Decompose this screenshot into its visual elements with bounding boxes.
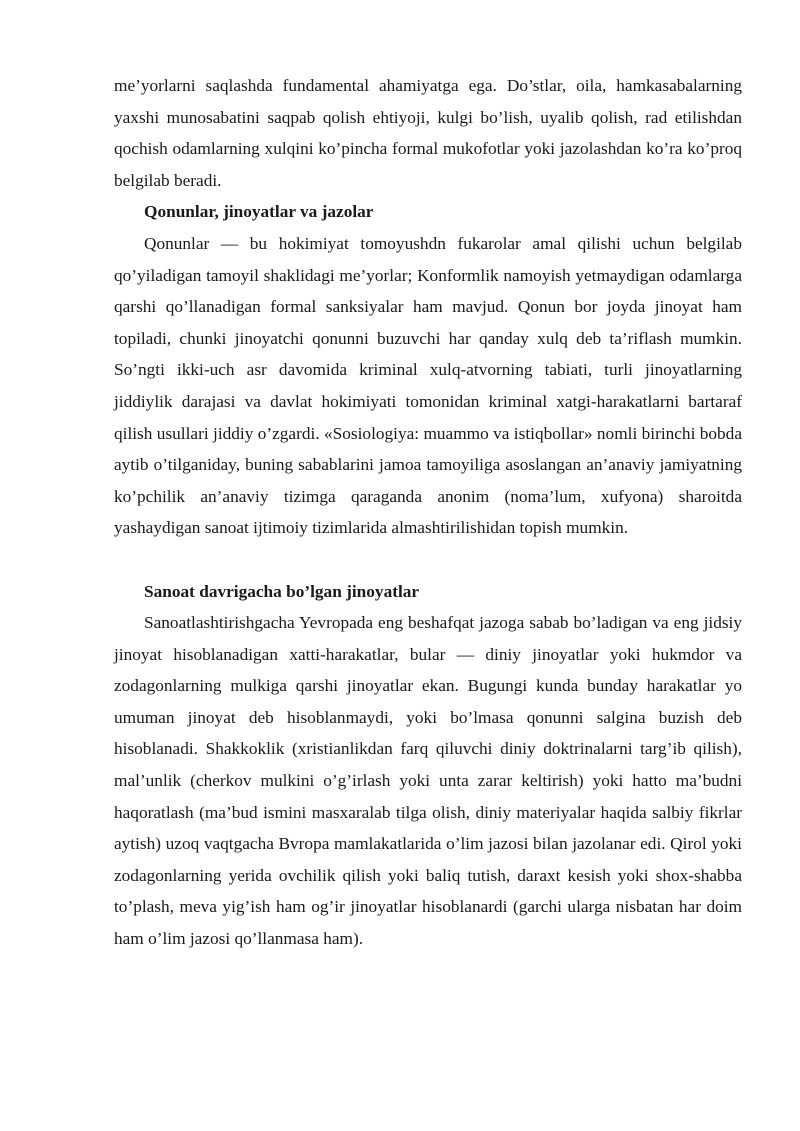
blank-line bbox=[114, 544, 742, 576]
section-heading-laws: Qonunlar, jinoyatlar va jazolar bbox=[144, 202, 374, 222]
document-page bbox=[114, 70, 742, 955]
paragraph-laws: Qonunlar — bu hokimiyat tomoyushdn fukarolar amal qilishi uchun belgilab qo’yiladigan tamoyil shaklidagi me’yorlar; Konformlik namoyish yetmaydigan odamlarga qarshi qo’llanadigan formal sanksiyalar ham mavjud. Qonun bor joyda jinoyat ham topiladi, chunki jinoyatchi qonunni buzuvchi har qanday xulq deb ta’riflash mumkin. So’ngti ikki-uch asr davomida kriminal xulq-atvorning tabiati, turli jinoyatlarning jiddiylik darajasi va davlat hokimiyati tomonidan kriminal xatgi-harakatlarni bartaraf qilish usullari jiddiy o’zgardi. «Sosiologiya: muammo va istiqbollar» nomli birinchi bobda aytib o’tilganiday, buning sabablarini jamoa tamoyiliga asoslangan an’anaviy jamiyatning ko’pchilik an’anaviy tizimga qaraganda anonim (noma’lum, xufyona) sharoitda yashaydigan sanoat ijtimoiy tizimlarida almashtirilishidan topish mumkin. bbox=[114, 233, 742, 538]
section-heading-preindustrial: Sanoat davrigacha bo’lgan jinoyatlar bbox=[144, 581, 420, 601]
paragraph-continuation: me’yorlarni saqlashda fundamental ahamiyatga ega. Do’stlar, oila, hamkasabalarning yaxshi munosabatini saqpab qolish ehtiyoji, kulgi bo’lish, uyalib qolish, rad etilishdan qochish odamlarning xulqini ko’pincha formal mukofotlar yoki jazolashdan ko’ra ko’proq belgilab beradi. bbox=[114, 76, 742, 190]
paragraph-preindustrial: Sanoatlashtirishgacha Yevropada eng beshafqat jazoga sabab bo’ladigan va eng jidsiy jinoyat hisoblanadigan xatti-harakatlar, bular — diniy jinoyatlar yoki hukmdor va zodagonlarning mulkiga qarshi jinoyatlar ekan. Bugungi kunda bunday harakatlar yo umuman jinoyat deb hisoblanmaydi, yoki bo’lmasa qonunni salgina buzish deb hisoblanadi. Shakkoklik (xristianlikdan farq qiluvchi diniy doktrinalarni targ’ib qilish), mal’unlik (cherkov mulkini o’g’irlash yoki unta zarar keltirish) yoki hatto ma’budni haqoratlash (ma’bud ismini masxaralab tilga olish, diniy materiyalar haqida salbiy fikrlar aytish) uzoq vaqtgacha Bvropa mamlakatlarida o’lim jazosi bilan jazolanar edi. Qirol yoki zodagonlarning yerida ovchilik qilish yoki baliq tutish, daraxt kesish yoki shox-shabba to’plash, meva yig’ish ham og’ir jinoyatlar hisoblanardi (garchi ularga nisbatan har doim ham o’lim jazosi qo’llanmasa ham). bbox=[114, 613, 742, 949]
